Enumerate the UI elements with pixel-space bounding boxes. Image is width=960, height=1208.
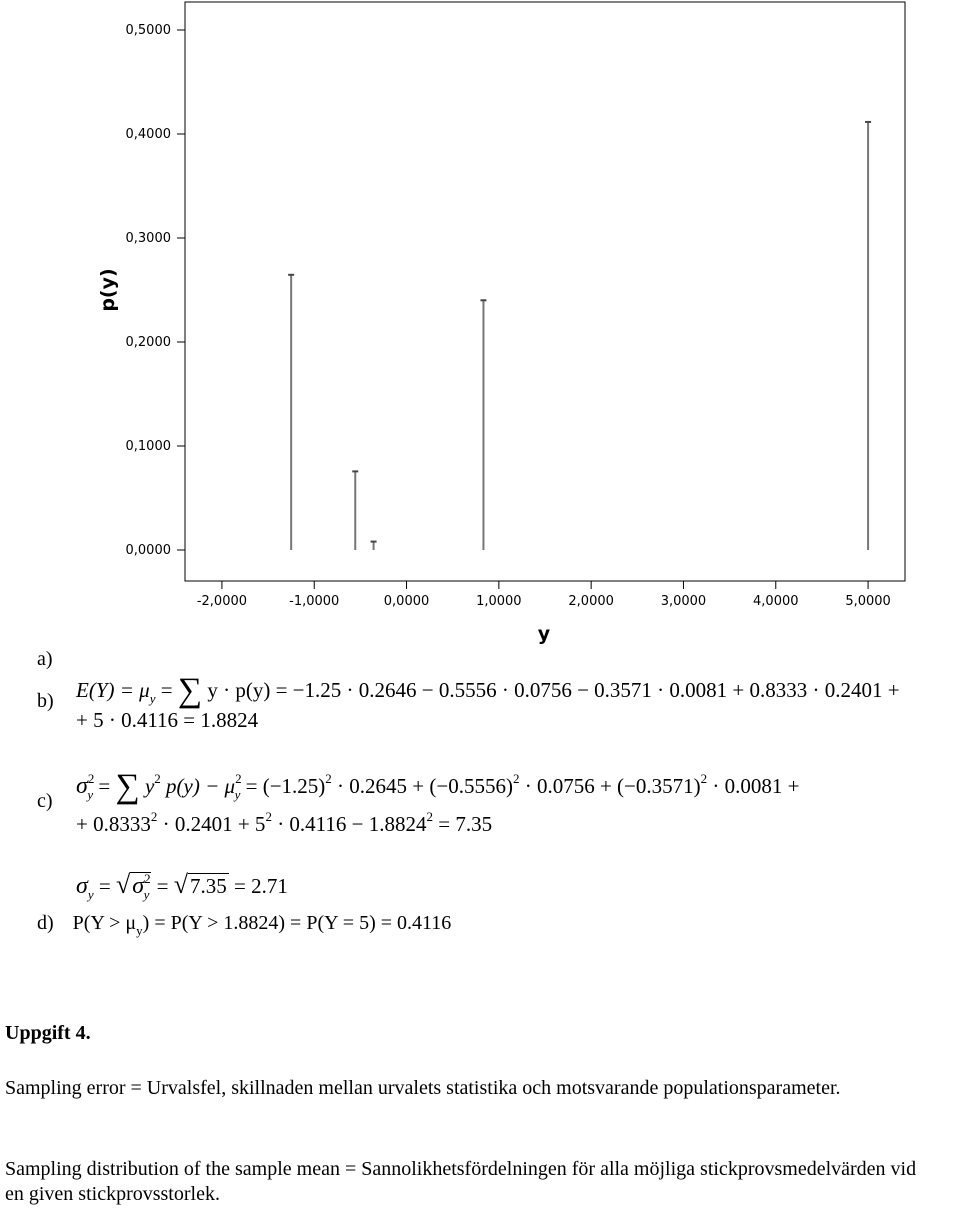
- square-6: 2: [426, 809, 433, 824]
- variance-term: p(y) − μ: [166, 774, 236, 798]
- expectation-lhs: E(Y) = μ: [76, 678, 150, 702]
- expectation-line-2: + 5 · 0.4116 = 1.8824: [76, 708, 259, 732]
- variance-part-2: = (−1.25): [245, 774, 326, 798]
- summation-sign: ∑: [177, 672, 203, 709]
- square-4: 2: [150, 809, 158, 824]
- y-axis-ticks: [126, 23, 186, 558]
- task-heading: Uppgift 4.: [5, 1022, 91, 1044]
- square-5: 2: [265, 809, 272, 824]
- square-2: 2: [512, 771, 520, 786]
- variance-line2-a: + 0.8333: [76, 812, 151, 836]
- expectation-body: y · p(y) = −1.25 · 0.2646 − 0.5556 · 0.0756 − 0.3571 · 0.0081 + 0.8333 · 0.2401 +: [207, 678, 900, 702]
- label-d-text: d): [37, 912, 54, 934]
- y-axis-title: p(y): [97, 268, 119, 312]
- std-dev-line: [76, 870, 288, 900]
- y-tick-label: 0,4000: [125, 127, 171, 142]
- x-tick-label: 3,0000: [660, 594, 707, 609]
- equals-sign: =: [156, 874, 169, 898]
- sqrt-variance: [130, 872, 151, 900]
- x-axis-ticks: [197, 581, 891, 609]
- prob-subscript: y: [136, 923, 143, 938]
- variance-line2-b: · 0.2401 + 5: [162, 812, 266, 836]
- x-tick-label: 1,0000: [476, 594, 522, 609]
- probability-stems: [288, 122, 871, 550]
- variance-part-4: · 0.0756 + (−0.3571): [524, 774, 701, 798]
- y-tick-label: 0,3000: [125, 231, 171, 246]
- summation-sign: ∑: [115, 768, 140, 805]
- mu-subscript: y: [149, 691, 156, 706]
- equals-sign: =: [98, 874, 111, 898]
- task-paragraph-2: Sampling distribution of the sample mean = Sannolikhetsfördelningen för alla möjliga stickprovsmedelvärden vid en given stickprovsstorlek.: [5, 1158, 917, 1205]
- equals-sign: =: [160, 678, 173, 702]
- x-tick-label: 2,0000: [568, 594, 614, 609]
- equals-sign: =: [98, 774, 111, 798]
- sqrt-sign: √: [115, 870, 131, 899]
- plot-border: [185, 2, 905, 581]
- variance-line-1: [76, 764, 800, 805]
- sigma-symbol: σ: [76, 773, 88, 799]
- plot-frame: [185, 2, 905, 581]
- sigma-subscript: y: [87, 887, 94, 902]
- sqrt-value: 7.35: [190, 874, 227, 898]
- mu-square: 2: [235, 771, 242, 786]
- x-tick-label: 5,0000: [845, 594, 891, 609]
- variance-line-2: [76, 809, 493, 837]
- sigma-subscript: y: [143, 887, 150, 902]
- x-axis-title: y: [537, 623, 551, 645]
- variance-line2-d: = 7.35: [438, 812, 493, 836]
- y-tick-label: 0,5000: [125, 23, 171, 38]
- prob-rhs: ) = P(Y > 1.8824) = P(Y = 5) = 0.4116: [142, 912, 452, 934]
- square-1: 2: [325, 771, 332, 786]
- y-square: 2: [154, 771, 161, 786]
- y-tick-label: 0,1000: [125, 439, 171, 454]
- sigma-symbol: σ: [132, 873, 145, 899]
- sigma-symbol: σ: [76, 873, 88, 899]
- y-tick-label: 0,0000: [125, 543, 171, 558]
- expectation-line-1: [76, 668, 900, 709]
- variance-line2-c: · 0.4116 − 1.8824: [277, 812, 427, 836]
- label-c: c): [37, 790, 53, 812]
- x-tick-label: -1,0000: [289, 594, 340, 609]
- x-tick-label: -2,0000: [196, 594, 248, 609]
- y-tick-label: 0,2000: [125, 335, 171, 350]
- label-a: a): [37, 648, 53, 670]
- task-paragraph-1: Sampling error = Urvalsfel, skillnaden mellan urvalets statistika och motsvarande populationsparameter.: [5, 1077, 841, 1099]
- x-tick-label: 0,0000: [383, 594, 430, 609]
- label-b: b): [37, 690, 54, 712]
- x-tick-label: 4,0000: [753, 594, 799, 609]
- variance-part-5: · 0.0081 +: [712, 774, 800, 798]
- square-3: 2: [700, 771, 708, 786]
- std-dev-result: = 2.71: [234, 874, 288, 898]
- sqrt-sign: √: [173, 870, 188, 899]
- variance-superscript: 2: [87, 771, 95, 786]
- prob-lhs: P(Y > μ: [72, 912, 137, 934]
- y-variable: y: [144, 774, 155, 798]
- sigma-square: 2: [144, 871, 151, 886]
- variance-part-3: · 0.2645 + (−0.5556): [337, 774, 513, 798]
- label-d: [37, 912, 452, 938]
- mu-subscript: y: [234, 787, 241, 802]
- variance-subscript: y: [87, 787, 94, 802]
